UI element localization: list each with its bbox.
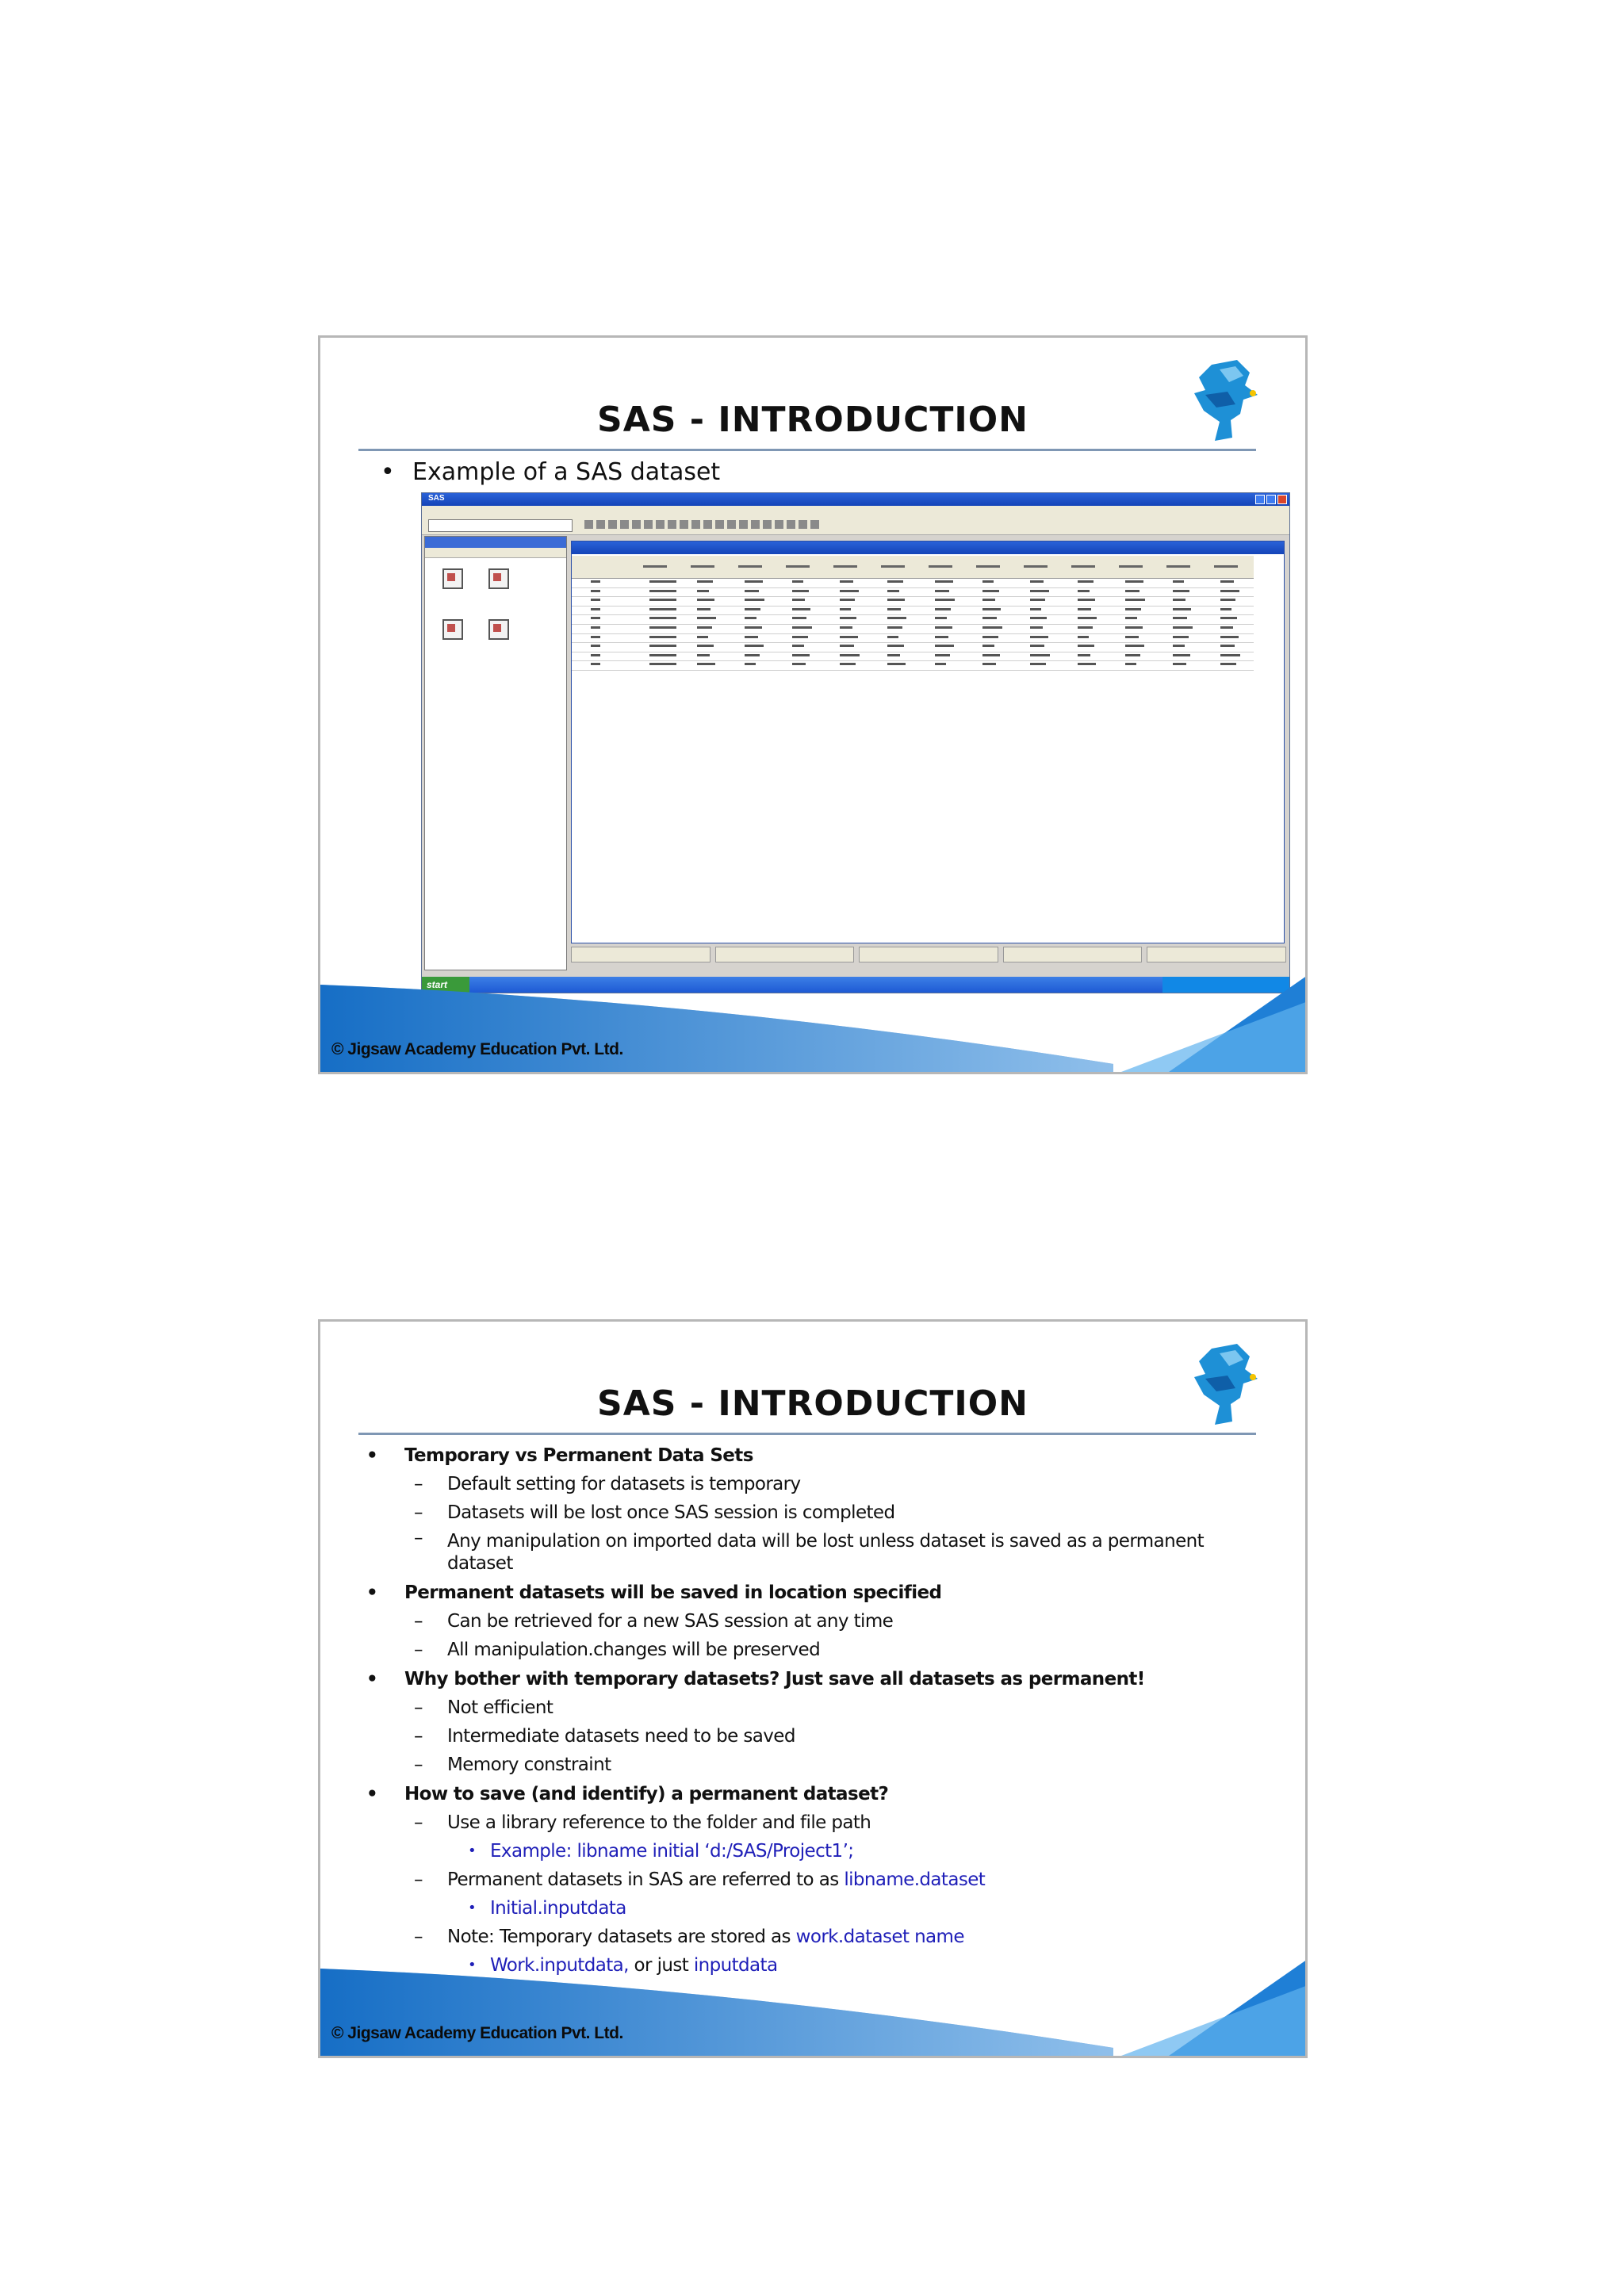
library-icon — [442, 568, 463, 589]
list-item-text: Permanent datasets in SAS are referred to as — [447, 1869, 839, 1890]
minimize-icon — [1255, 495, 1265, 504]
list-item: – Not efficient — [362, 1693, 1258, 1722]
sub-list-item: • Example: libname initial ‘d:/SAS/Project1’; — [362, 1837, 1258, 1866]
list-item-highlight: work.dataset name — [795, 1927, 964, 1947]
section-heading: • Permanent datasets will be saved in location specified — [362, 1578, 1258, 1607]
list-item: – All manipulation.changes will be preserved — [362, 1636, 1258, 1664]
library-icon — [488, 619, 509, 640]
sub-list-item: • Initial.inputdata — [362, 1894, 1258, 1923]
sub-item-part: Work.inputdata, — [490, 1955, 629, 1976]
grid-row — [572, 588, 1254, 598]
list-item: – Can be retrieved for a new SAS session at any time — [362, 1607, 1258, 1636]
grid-row — [572, 625, 1254, 634]
grid-row — [572, 597, 1254, 607]
list-item: – Use a library reference to the folder and file path — [362, 1808, 1258, 1837]
slide-2 — [318, 1319, 1308, 2058]
window-controls — [1255, 495, 1287, 504]
sub-item-part: or just — [628, 1955, 694, 1976]
list-item-highlight: libname.dataset — [844, 1869, 986, 1890]
sas-screenshot — [421, 492, 1290, 993]
sas-menubar — [422, 506, 1289, 517]
list-item: – Any manipulation on imported data will be lost unless dataset is saved as a permanent dataset — [362, 1527, 1258, 1578]
list-item: – Intermediate datasets need to be saved — [362, 1722, 1258, 1751]
close-icon — [1277, 495, 1287, 504]
slide-title: SAS - INTRODUCTION — [597, 1383, 1028, 1424]
list-item: – Default setting for datasets is temporary — [362, 1470, 1258, 1498]
grid-row — [572, 643, 1254, 652]
section-heading: • Temporary vs Permanent Data Sets — [362, 1441, 1258, 1470]
slide-content — [362, 1441, 1258, 1980]
list-item: – Datasets will be lost once SAS session is completed — [362, 1498, 1258, 1527]
start-button: start — [422, 977, 469, 993]
viewtable-window — [571, 541, 1285, 943]
grid-row — [572, 634, 1254, 644]
grid-row — [572, 579, 1254, 588]
list-item — [362, 1866, 1258, 1894]
grid-row — [572, 607, 1254, 616]
maximize-icon — [1266, 495, 1276, 504]
dataset-grid — [572, 556, 1254, 671]
library-icon — [488, 568, 509, 589]
explorer-pane — [424, 536, 567, 970]
slide-bullet: • Example of a SAS dataset — [381, 458, 721, 486]
sub-item-part: inputdata — [693, 1955, 778, 1976]
viewtable-titlebar — [572, 541, 1284, 554]
section-heading: • How to save (and identify) a permanent dataset? — [362, 1780, 1258, 1808]
title-divider — [358, 449, 1256, 451]
grid-row — [572, 661, 1254, 671]
list-item-text: Note: Temporary datasets are stored as — [447, 1927, 791, 1947]
title-divider — [358, 1433, 1256, 1435]
sas-window-titlebar — [422, 493, 1289, 506]
slide-1 — [318, 335, 1308, 1074]
section-heading: • Why bother with temporary datasets? Just save all datasets as permanent! — [362, 1665, 1258, 1693]
library-icon — [442, 619, 463, 640]
sas-window-title: SAS — [428, 494, 445, 503]
copyright: © Jigsaw Academy Education Pvt. Ltd. — [331, 1040, 623, 1058]
sas-toolbar — [422, 517, 1289, 535]
slide-title: SAS - INTRODUCTION — [597, 400, 1028, 440]
toolbar-icons — [584, 520, 819, 529]
grid-header-row — [572, 556, 1254, 579]
bullet-text: Example of a SAS dataset — [412, 458, 721, 486]
command-box — [428, 519, 573, 532]
copyright: © Jigsaw Academy Education Pvt. Ltd. — [331, 2024, 623, 2042]
grid-row — [572, 615, 1254, 625]
grid-row — [572, 652, 1254, 662]
list-item: – Memory constraint — [362, 1751, 1258, 1779]
